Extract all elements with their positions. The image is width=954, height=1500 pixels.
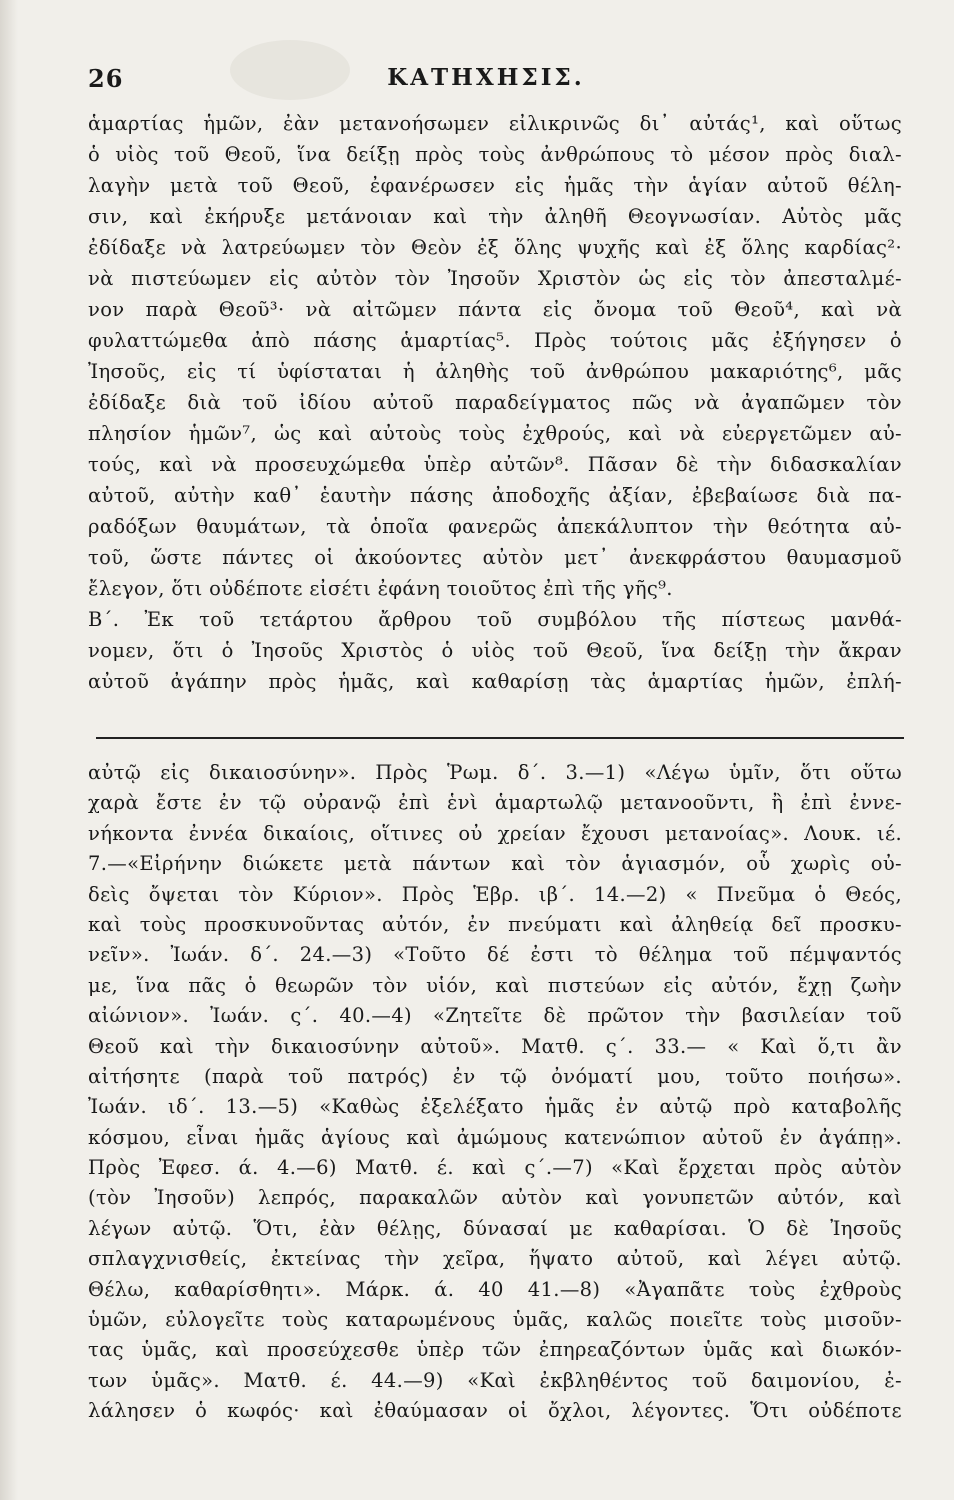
footnote-line: νεῖν». Ἰωάν. δ΄. 24.—3) «Τοῦτο δέ ἐστι τὸ θέλημα τοῦ πέμψαντός — [88, 943, 902, 967]
page-edge-shadow — [0, 0, 18, 1500]
text-line: αὐτοῦ, αὐτὴν καθ᾽ ἑαυτὴν πάσης ἀποδοχῆς ἀξίαν, ἐβεβαίωσε διὰ πα- — [88, 484, 902, 507]
footnote-line: νήκοντα ἐννέα δικαίοις, οἵτινες οὐ χρείαν ἔχουσι μετανοίας». Λουκ. ιέ. — [88, 821, 902, 845]
footnote-line: κόσμου, εἶναι ἡμᾶς ἁγίους καὶ ἀμώμους κατενώπιον αὐτοῦ ἐν ἀγάπῃ». — [88, 1125, 902, 1149]
footnote-line: τας ὑμᾶς, καὶ προσεύχεσθε ὑπὲρ τῶν ἐπηρεαζόντων ὑμᾶς καὶ διωκόν- — [88, 1338, 902, 1362]
footnote-line: 7.—«Εἰρήνην διώκετε μετὰ πάντων καὶ τὸν ἁγιασμόν, οὗ χωρὶς οὐ- — [88, 852, 902, 876]
footnote-line: με, ἵνα πᾶς ὁ θεωρῶν τὸν υἱόν, καὶ πιστεύων εἰς αὐτόν, ἔχῃ ζωὴν — [88, 973, 902, 997]
footnote-line: των ὑμᾶς». Ματθ. έ. 44.—9) «Καὶ ἐκβληθέντος τοῦ δαιμονίου, ἐ- — [88, 1368, 902, 1392]
text-line: νον παρὰ Θεοῦ³· νὰ αἰτῶμεν πάντα εἰς ὄνομα τοῦ Θεοῦ⁴, καὶ νὰ — [88, 298, 902, 321]
footnote-line: (τὸν Ἰησοῦν) λεπρός, παρακαλῶν αὐτὸν καὶ γονυπετῶν αὐτόν, καὶ — [88, 1186, 902, 1210]
text-line: σιν, καὶ ἐκήρυξε μετάνοιαν καὶ τὴν ἀληθῆ Θεογνωσίαν. Αὐτὸς μᾶς — [88, 205, 902, 228]
footnote-line: καὶ τοὺς προσκυνοῦντας αὐτόν, ἐν πνεύματι καὶ ἀληθείᾳ δεῖ προσκυ- — [88, 912, 902, 936]
footnote-line: Ἰωάν. ιδ΄. 13.—5) «Καθὼς ἐξελέξατο ἡμᾶς ἐν αὐτῷ πρὸ καταβολῆς — [88, 1095, 902, 1119]
text-line: τοῦ, ὥστε πάντες οἱ ἀκούοντες αὐτὸν μετ᾽ ἀνεκφράστου θαυμασμοῦ — [88, 546, 902, 569]
footnote-line: αἰτήσητε (παρὰ τοῦ πατρός) ἐν τῷ ὀνόματί μου, τοῦτο ποιήσω». — [88, 1064, 902, 1088]
footnote-line: αἰώνιον». Ἰωάν. ς΄. 40.—4) «Ζητεῖτε δὲ πρῶτον τὴν βασιλείαν τοῦ — [88, 1004, 902, 1028]
footnote-line: λέγων αὐτῷ. Ὅτι, ἐὰν θέλῃς, δύνασαί με καθαρίσαι. Ὁ δὲ Ἰησοῦς — [88, 1216, 902, 1240]
footnote-line: αὐτῷ εἰς δικαιοσύνην». Πρὸς Ῥωμ. δ΄. 3.—1) «Λέγω ὑμῖν, ὅτι οὕτω — [88, 761, 902, 784]
text-line: ραδόξων θαυμάτων, τὰ ὁποῖα φανερῶς ἀπεκάλυπτον τὴν θεότητα αὐ- — [88, 515, 902, 538]
footnote-line: Θεοῦ καὶ τὴν δικαιοσύνην αὐτοῦ». Ματθ. ς΄. 33.— « Καὶ ὅ,τι ἂν — [88, 1034, 902, 1058]
main-text-block — [88, 108, 902, 697]
footnote-line: χαρὰ ἔστε ἐν τῷ οὐρανῷ ἐπὶ ἑνὶ ἁμαρτωλῷ μετανοοῦντι, ἢ ἐπὶ ἐννε- — [88, 791, 902, 815]
text-line: πλησίον ἡμῶν⁷, ὡς καὶ αὐτοὺς τοὺς ἐχθρούς, καὶ νὰ εὐεργετῶμεν αὐ- — [88, 422, 902, 445]
page-number: 26 — [88, 64, 124, 93]
text-line: Β΄. Ἐκ τοῦ τετάρτου ἄρθρου τοῦ συμβόλου τῆς πίστεως μανθά- — [88, 608, 902, 631]
text-line: λαγὴν μετὰ τοῦ Θεοῦ, ἐφανέρωσεν εἰς ἡμᾶς τὴν ἁγίαν αὐτοῦ θέλη- — [88, 174, 902, 197]
footnote-line: λάλησεν ὁ κωφός· καὶ ἐθαύμασαν οἱ ὄχλοι, λέγοντες. Ὅτι οὐδέποτε — [88, 1399, 902, 1423]
text-line: νομεν, ὅτι ὁ Ἰησοῦς Χριστὸς ὁ υἱὸς τοῦ Θεοῦ, ἵνα δείξῃ τὴν ἄκραν — [88, 639, 902, 662]
text-line: ὁ υἱὸς τοῦ Θεοῦ, ἵνα δείξῃ πρὸς τοὺς ἀνθρώπους τὸ μέσον πρὸς διαλ- — [88, 143, 902, 166]
page-header — [88, 64, 884, 98]
footnote-line: σπλαγχνισθείς, ἐκτείνας τὴν χεῖρα, ἥψατο αὐτοῦ, καὶ λέγει αὐτῷ. — [88, 1247, 902, 1271]
text-line: φυλαττώμεθα ἀπὸ πάσης ἁμαρτίας⁵. Πρὸς τούτοις μᾶς ἐξήγησεν ὁ — [88, 329, 902, 352]
footnotes-block — [88, 758, 902, 1427]
text-line: τούς, καὶ νὰ προσευχώμεθα ὑπὲρ αὐτῶν⁸. Πᾶσαν δὲ τὴν διδασκαλίαν — [88, 453, 902, 476]
text-line: ἁμαρτίας ἡμῶν, ἐὰν μετανοήσωμεν εἰλικρινῶς δι᾽ αὐτάς¹, καὶ οὕτως — [88, 112, 902, 135]
text-line: ἐδίδαξε νὰ λατρεύωμεν τὸν Θεὸν ἐξ ὅλης ψυχῆς καὶ ἐξ ὅλης καρδίας²· — [88, 236, 902, 259]
text-line: ἔλεγον, ὅτι οὐδέποτε εἰσέτι ἐφάνη τοιοῦτος ἐπὶ τῆς γῆς⁹. — [88, 577, 673, 600]
text-line: ἐδίδαξε διὰ τοῦ ἰδίου αὐτοῦ παραδείγματος πῶς νὰ ἀγαπῶμεν τὸν — [88, 391, 902, 414]
text-line: Ἰησοῦς, εἰς τί ὑφίσταται ἡ ἀληθὴς τοῦ ἀνθρώπου μακαριότης⁶, μᾶς — [88, 360, 902, 383]
running-title: ΚΑΤΗΧΗΣΙΣ. — [387, 64, 585, 91]
footnote-line: Πρὸς Ἐφεσ. ά. 4.—6) Ματθ. έ. καὶ ς΄.—7) «Καὶ ἔρχεται πρὸς αὐτὸν — [88, 1156, 902, 1180]
text-line: αὐτοῦ ἀγάπην πρὸς ἡμᾶς, καὶ καθαρίσῃ τὰς ἁμαρτίας ἡμῶν, ἐπλή- — [88, 670, 902, 693]
footnote-line: Θέλω, καθαρίσθητι». Μάρκ. ά. 40 41.—8) «Ἀγαπᾶτε τοὺς ἐχθροὺς — [88, 1277, 902, 1301]
footnote-separator-rule — [96, 737, 904, 739]
footnote-line: δεὶς ὄψεται τὸν Κύριον». Πρὸς Ἑβρ. ιβ΄. 14.—2) « Πνεῦμα ὁ Θεός, — [88, 882, 902, 906]
text-line: νὰ πιστεύωμεν εἰς αὐτὸν τὸν Ἰησοῦν Χριστὸν ὡς εἰς τὸν ἀπεσταλμέ- — [88, 267, 902, 290]
footnote-line: ὑμῶν, εὐλογεῖτε τοὺς καταρωμένους ὑμᾶς, καλῶς ποιεῖτε τοὺς μισοῦν- — [88, 1308, 902, 1332]
